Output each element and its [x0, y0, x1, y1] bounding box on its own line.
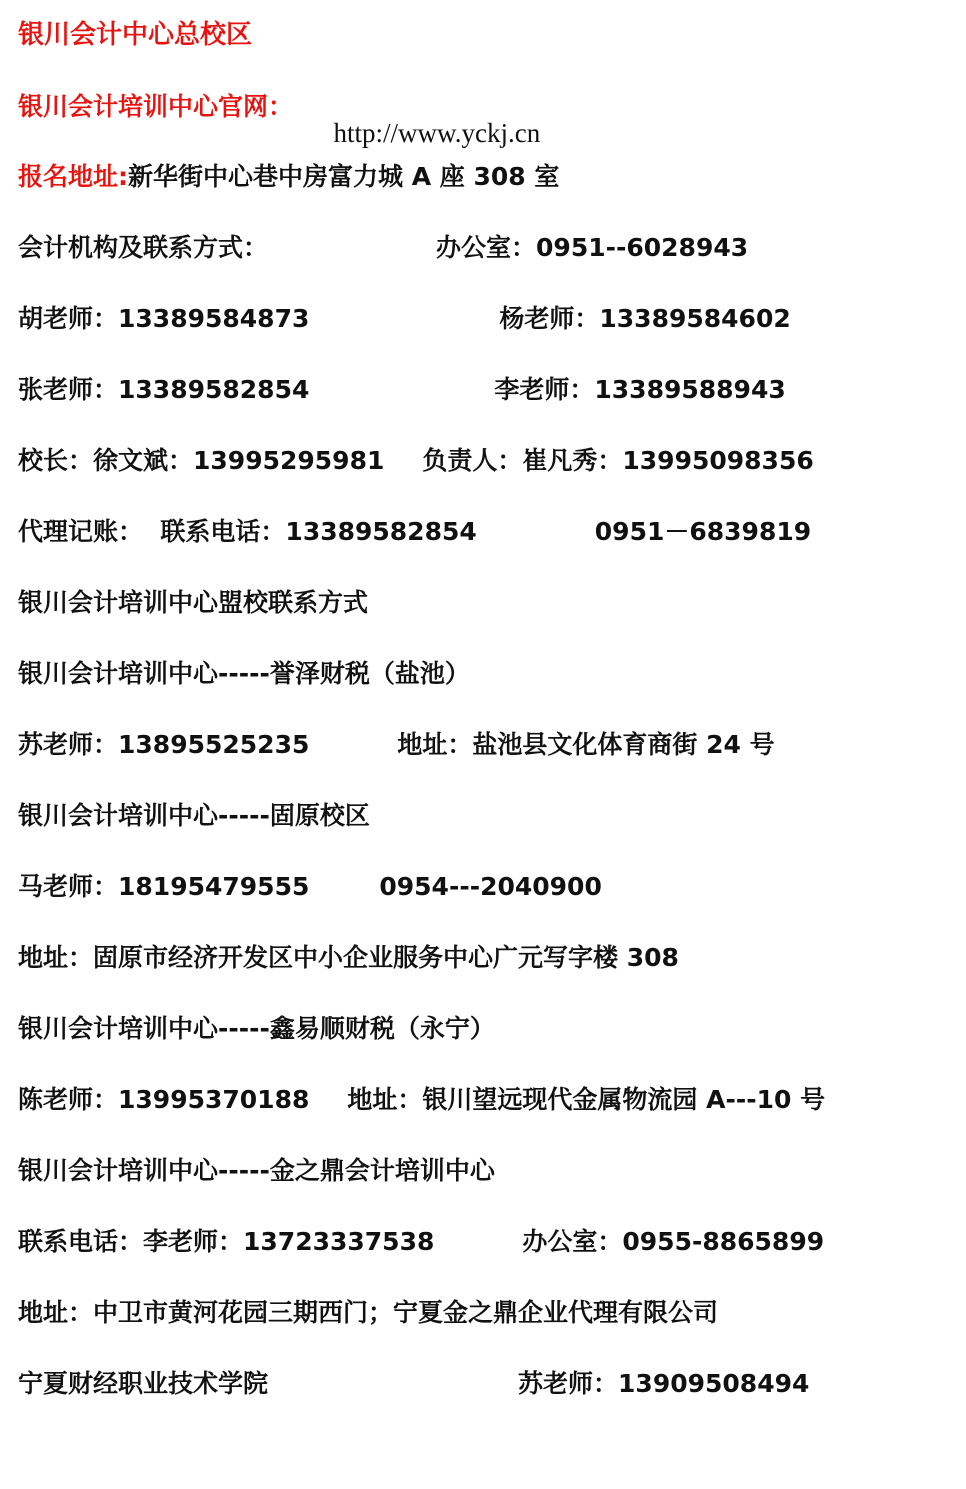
branch-3-address-value: 银川望远现代金属物流园 A---10 号: [422, 1085, 826, 1114]
agency-label: 代理记账： 联系电话：: [18, 517, 286, 546]
college-contact-phone: 13909508494: [618, 1369, 810, 1398]
line-branch-1-name: [18, 661, 948, 732]
teacher-2-right-label: 李老师：: [494, 375, 595, 404]
branch-3-address-label: 地址：: [347, 1085, 423, 1114]
branch-2-address-value: 固原市经济开发区中小企业服务中心广元写字楼 308: [93, 943, 679, 972]
teacher-1-left-label: 胡老师：: [18, 304, 119, 333]
teacher-2-right-phone: 13389588943: [594, 375, 786, 404]
line-college: [18, 1371, 948, 1442]
branch-1-contact-label: 苏老师：: [18, 730, 119, 759]
manager-label: 负责人：崔凡秀：: [422, 446, 623, 475]
line-branch-3-contact: [18, 1087, 948, 1158]
branch-2-contact-phone: 18195479555: [118, 872, 310, 901]
branch-1-address-value: 盐池县文化体育商街 24 号: [472, 730, 775, 759]
branch-4-address-label: 地址：: [18, 1298, 94, 1327]
teacher-2-left-phone: 13389582854: [118, 375, 310, 404]
line-teacher-1: [18, 306, 948, 377]
line-branch-4-address: [18, 1300, 948, 1371]
agency-phone: 13389582854: [285, 517, 477, 546]
branch-4-name: 银川会计培训中心-----金之鼎会计培训中心: [18, 1156, 495, 1185]
official-site-url-text: http://www.yckj.cn: [333, 118, 541, 148]
line-branch-2-contact: [18, 874, 948, 945]
teacher-1-left-phone: 13389584873: [118, 304, 310, 333]
line-branch-2-name: [18, 803, 948, 874]
spellcheck-squiggle: [337, 198, 522, 204]
college-name: 宁夏财经职业技术学院: [18, 1369, 269, 1398]
line-branch-4-name: [18, 1158, 948, 1229]
principal-label: 校长：徐文斌：: [18, 446, 194, 475]
principal-phone: 13995295981: [193, 446, 385, 475]
branch-2-contact-label: 马老师：: [18, 872, 119, 901]
address-label: 报名地址:: [18, 162, 128, 191]
branch-1-contact-phone: 13895525235: [118, 730, 310, 759]
teacher-2-left-label: 张老师：: [18, 375, 119, 404]
line-alliance-heading: [18, 590, 948, 661]
branch-4-office-phone: 0955-8865899: [622, 1227, 825, 1256]
line-principal: [18, 448, 948, 519]
line-official-site: [18, 93, 948, 164]
office-phone: 0951--6028943: [536, 233, 749, 262]
alliance-heading: 银川会计培训中心盟校联系方式: [18, 588, 369, 617]
official-site-url[interactable]: [293, 93, 540, 201]
branch-4-contact-phone: 13723337538: [243, 1227, 435, 1256]
branch-4-office-label: 办公室：: [522, 1227, 623, 1256]
line-title: [18, 22, 948, 93]
branch-2-address-label: 地址：: [18, 943, 94, 972]
teacher-1-right-label: 杨老师：: [499, 304, 600, 333]
line-branch-2-address: [18, 945, 948, 1016]
line-branch-1-contact: [18, 732, 948, 803]
branch-4-address-value: 中卫市黄河花园三期西门；宁夏金之鼎企业代理有限公司: [93, 1298, 719, 1327]
college-contact-label: 苏老师：: [518, 1369, 619, 1398]
line-org-contact: [18, 235, 948, 306]
agency-phone-2: 0951－6839819: [594, 517, 812, 546]
teacher-1-right-phone: 13389584602: [599, 304, 791, 333]
office-label: 办公室：: [436, 233, 537, 262]
address-value: 新华街中心巷中房富力城 A 座 308 室: [128, 162, 560, 191]
branch-2-contact-phone-2: 0954---2040900: [379, 872, 602, 901]
line-teacher-2: [18, 377, 948, 448]
branch-3-contact-label: 陈老师：: [18, 1085, 119, 1114]
line-agency: [18, 519, 948, 590]
branch-3-contact-phone: 13995370188: [118, 1085, 310, 1114]
page-title: 银川会计中心总校区: [18, 20, 253, 50]
line-branch-3-name: [18, 1016, 948, 1087]
branch-1-address-label: 地址：: [397, 730, 473, 759]
branch-2-name: 银川会计培训中心-----固原校区: [18, 801, 370, 830]
line-branch-4-contact: [18, 1229, 948, 1300]
org-contact-label: 会计机构及联系方式：: [18, 233, 269, 262]
manager-phone: 13995098356: [622, 446, 814, 475]
branch-3-name: 银川会计培训中心-----鑫易顺财税（永宁）: [18, 1014, 495, 1043]
official-site-label: 银川会计培训中心官网：: [18, 92, 294, 121]
branch-1-name: 银川会计培训中心-----誉泽财税（盐池）: [18, 659, 470, 688]
branch-4-contact-label: 联系电话：李老师：: [18, 1227, 244, 1256]
